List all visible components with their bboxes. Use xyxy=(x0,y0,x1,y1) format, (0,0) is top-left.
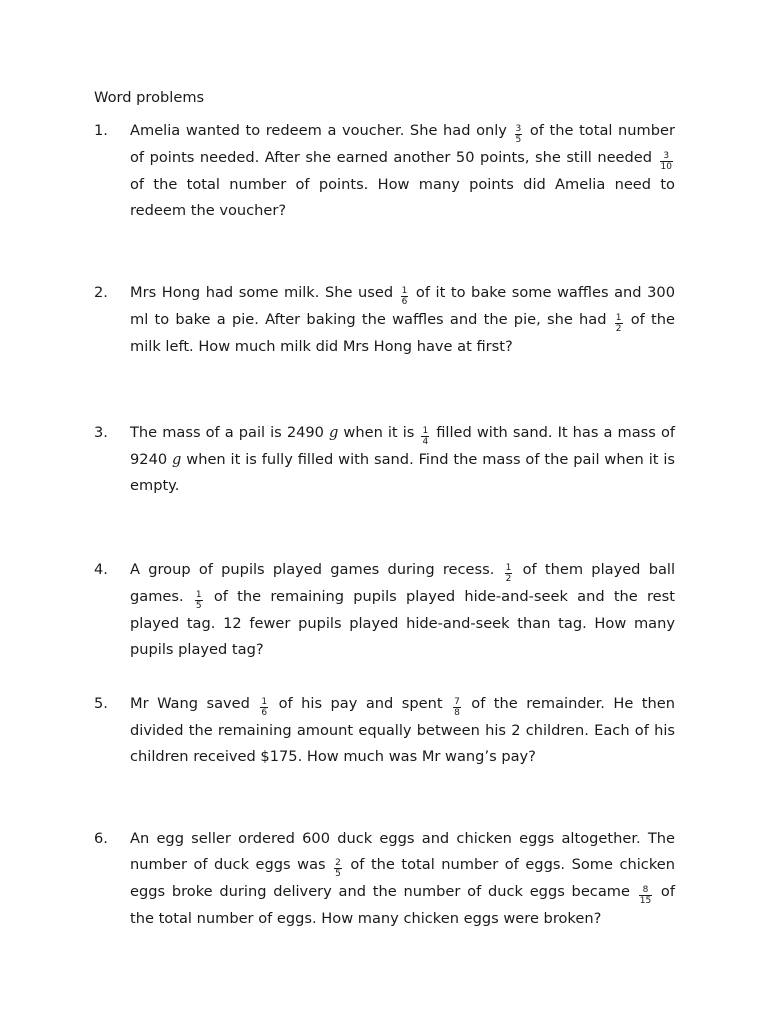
fraction-denominator: 6 xyxy=(261,708,268,718)
fraction-denominator: 2 xyxy=(505,574,512,584)
question-text-run: A group of pupils played games during recess. xyxy=(130,561,503,578)
fraction xyxy=(401,286,409,307)
question-number: 4. xyxy=(94,561,108,578)
fraction-denominator: 10 xyxy=(660,162,672,172)
question-text-run: of the total number of eggs. Some chicken eggs broke during delivery and the number of duck eggs became xyxy=(130,856,675,900)
fraction-denominator: 8 xyxy=(454,708,460,718)
fraction-denominator: 5 xyxy=(335,869,341,879)
fraction xyxy=(195,590,203,611)
question-text-run: of the total number of points needed. After she earned another 50 points, she still needed xyxy=(130,122,675,166)
fraction-numerator: 1 xyxy=(261,697,268,707)
question-text-run: when it is xyxy=(338,424,420,441)
unit-symbol: g xyxy=(329,424,339,441)
question-6 xyxy=(94,826,675,932)
fraction-numerator: 1 xyxy=(422,426,429,436)
fraction-numerator: 1 xyxy=(505,563,512,573)
fraction xyxy=(639,885,652,906)
fraction-denominator: 4 xyxy=(422,437,429,447)
fraction-numerator: 1 xyxy=(195,590,202,600)
fraction-numerator: 1 xyxy=(615,313,622,323)
fraction-numerator: 3 xyxy=(515,124,522,134)
question-number: 5. xyxy=(94,695,108,712)
fraction-denominator: 5 xyxy=(515,135,522,145)
fraction xyxy=(615,313,623,334)
worksheet-heading: Word problems xyxy=(94,89,205,106)
question-text-run: of the remainder. He then divided the remaining amount equally between his 2 children. Each of his children received $175. How much was Mr wang’s pay? xyxy=(130,695,675,765)
fraction xyxy=(660,151,673,172)
fraction-denominator: 5 xyxy=(195,601,202,611)
question-text-run: Amelia wanted to redeem a voucher. She had only xyxy=(130,122,513,139)
question-text-run: An egg seller ordered 600 duck eggs and chicken eggs altogether. The number of duck eggs was xyxy=(130,830,675,873)
question-text xyxy=(130,691,675,770)
fraction xyxy=(453,697,461,718)
fraction-denominator: 6 xyxy=(401,297,408,307)
question-text-run: of the total number of points. How many points did Amelia need to redeem the voucher? xyxy=(130,176,675,219)
question-number: 1. xyxy=(94,122,108,139)
question-text xyxy=(130,420,675,499)
question-text-run: of the remaining pupils played hide-and-seek and the rest played tag. 12 fewer pupils played hide-and-seek than tag. How many pupils played tag? xyxy=(130,588,675,658)
question-text xyxy=(130,280,675,360)
fraction xyxy=(505,563,513,584)
question-text-run: Mr Wang saved xyxy=(130,695,259,712)
question-number: 6. xyxy=(94,830,108,847)
question-text-run: of the milk left. How much milk did Mrs Hong have at first? xyxy=(130,311,676,355)
question-1 xyxy=(94,118,675,224)
fraction xyxy=(260,697,268,718)
unit-symbol: g xyxy=(172,451,182,468)
fraction xyxy=(515,124,523,145)
question-text-run: when it is fully filled with sand. Find the mass of the pail when it is empty. xyxy=(130,451,676,494)
question-5 xyxy=(94,691,675,770)
question-text-run: The mass of a pail is 2490 xyxy=(130,424,330,441)
fraction-numerator: 7 xyxy=(454,697,460,707)
fraction-numerator: 3 xyxy=(660,151,673,162)
question-text xyxy=(130,118,675,224)
question-text xyxy=(130,826,675,932)
fraction-numerator: 2 xyxy=(335,858,341,868)
question-number: 2. xyxy=(94,284,108,301)
question-3 xyxy=(94,420,675,499)
question-text-run: of it to bake some waffles and 300 ml to bake a pie. After baking the waffles and the pie, she had xyxy=(130,284,675,328)
question-text-run: of his pay and spent xyxy=(270,695,452,712)
question-2 xyxy=(94,280,675,360)
fraction-denominator: 2 xyxy=(615,324,622,334)
question-text xyxy=(130,557,675,663)
fraction-denominator: 15 xyxy=(639,896,652,906)
question-4 xyxy=(94,557,675,663)
fraction-numerator: 8 xyxy=(639,885,652,896)
question-number: 3. xyxy=(94,424,108,441)
question-text-run: of them played ball games. xyxy=(130,561,676,605)
question-text-run: of the total number of eggs. How many chicken eggs were broken? xyxy=(130,883,675,927)
fraction xyxy=(421,426,429,447)
question-text-run: Mrs Hong had some milk. She used xyxy=(130,284,399,301)
question-text-run: filled with sand. It has a mass of 9240 xyxy=(130,424,676,468)
fraction xyxy=(334,858,342,879)
fraction-numerator: 1 xyxy=(401,286,408,296)
